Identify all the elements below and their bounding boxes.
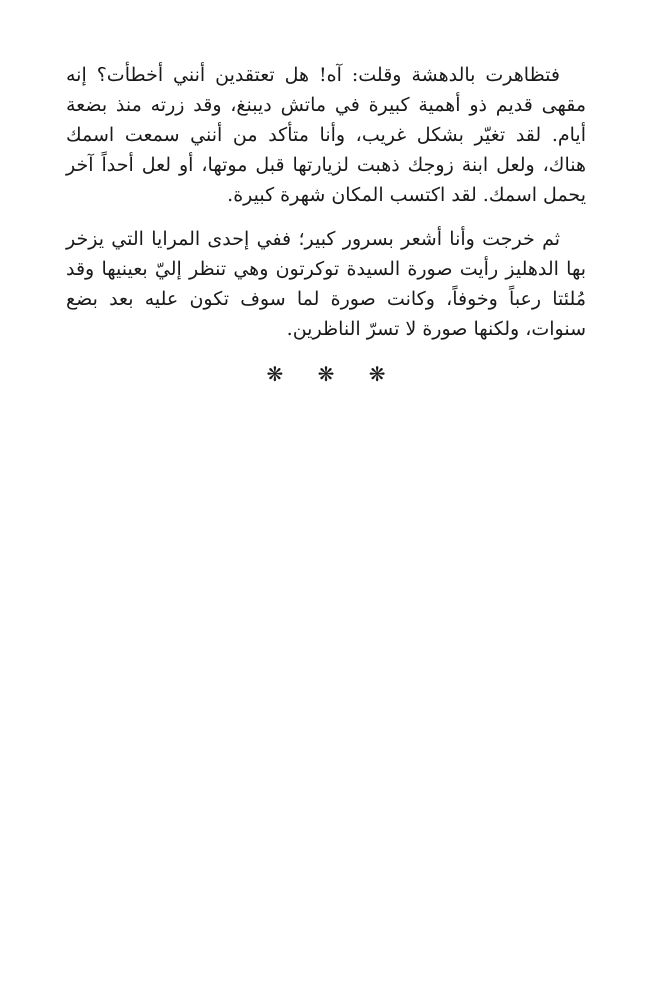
section-divider: ❋ ❋ ❋ [266, 362, 400, 386]
paragraph-2: ثم خرجت وأنا أشعر بسرور كبير؛ ففي إحدى المرايا التي يزخر بها الدهليز رأيت صورة السيدة توكرتون وهي تنظر إليّ بعينيها وقد مُلئتا رعباً وخوفاً، وكانت صورة لما سوف تكون عليه بعد بضع سنوات، ولكنها صورة لا تسرّ الناظرين. [66, 228, 586, 340]
paragraph-1: فتظاهرت بالدهشة وقلت: آه! هل تعتقدين أنني أخطأت؟ إنه مقهى قديم ذو أهمية كبيرة في ماتش ديبنغ، وقد زرته منذ بضعة أيام. لقد تغيّر بشكل غريب، وأنا متأكد من أنني سمعت اسمك هناك، ولعل ابنة زوجك ذهبت لزيارتها قبل موتها، أو لعل أحداً آخر يحمل اسمك. لقد اكتسب المكان شهرة كبيرة. [66, 64, 586, 206]
book-page [66, 60, 586, 386]
